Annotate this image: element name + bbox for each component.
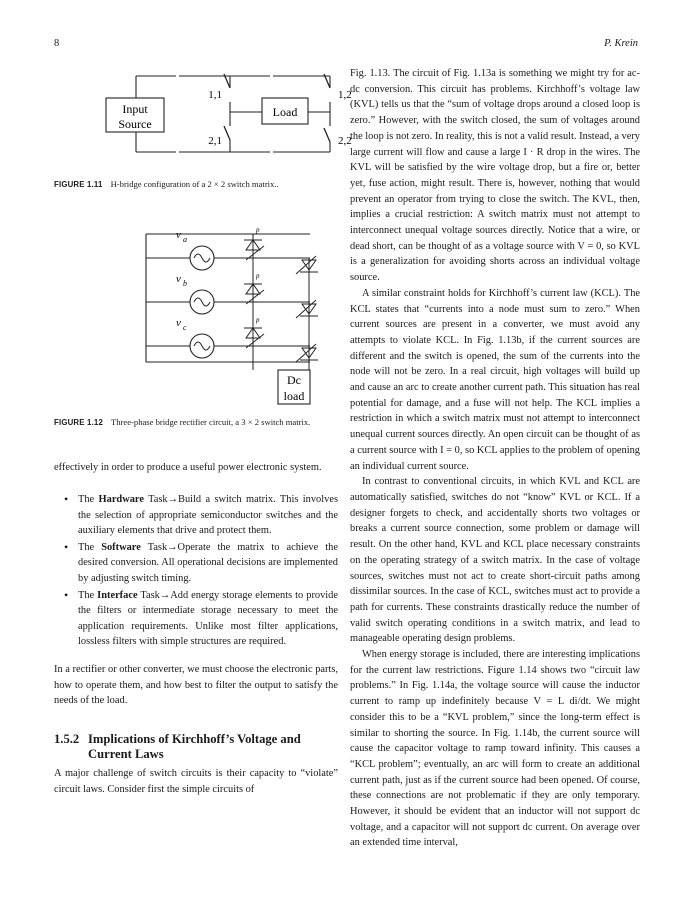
paragraph: A major challenge of switch circuits is their capacity to “violate” circuit laws. Consider first the simple circuits of	[54, 768, 338, 795]
svg-text:a: a	[183, 235, 187, 244]
svg-text:b: b	[183, 279, 187, 288]
bullet-interface: • The Interface Task→Add energy storage elements to provide the filters or intermediate storage necessary to meet the application requirements. Unlike most filter applications, lossless filters with simple structures are required.	[64, 588, 338, 650]
figure-1-11-hbridge-diagram	[94, 62, 354, 162]
page-number: 8	[54, 38, 60, 49]
bullet-hardware: • The Hardware Task→Build a switch matrix. This involves the selection of appropriate semiconductor switches and the auxiliary elements that drive and protect them.	[64, 492, 338, 539]
paragraph: In a rectifier or other converter, we must choose the electronic parts, how to operate them, and how best to filter the output to satisfy the needs of the load.	[54, 664, 338, 707]
svg-text:v: v	[176, 317, 181, 329]
caption-text: H-bridge configuration of a 2 × 2 switch matrix..	[110, 179, 279, 189]
figure-1-12-three-phase-rectifier	[110, 220, 340, 410]
paragraph: effectively in order to produce a useful power electronic system.	[54, 462, 322, 473]
svg-text:p: p	[256, 316, 260, 324]
figure-1-12-caption	[54, 416, 338, 429]
right-column-text	[350, 66, 640, 851]
task-bullet-list	[64, 492, 338, 651]
running-header-author: P. Krein	[604, 38, 638, 49]
paragraph: A similar constraint holds for Kirchhoff’s current law (KCL). The KCL states that “currents into a node must sum to zero.” When current sources are present in a converter, we must avoid any attempts to violate KCL. In Fig. 1.13b, if the current sources are different and the switch is opened, the sum of the currents into the node will not be zero. In a real circuit, high voltages will build up and cause an arc to create another current path. This situation has real potential for damage, and a fuse will not help. The KCL implies a restriction in which a switch matrix must not attempt to interconnect unequal current sources directly. An open circuit can be thought of as a current source with I = 0, so KCL applies to the problem of opening an individual current source.	[350, 287, 640, 472]
paragraph: Fig. 1.13. The circuit of Fig. 1.13a is something we might try for ac-dc conversion. This circuit has problems. Kirchhoff’s voltage law (KVL) tells us that the “sum of voltage drops around a closed loop is zero.” However, with the switch closed, the sum of voltages around the loop is not zero. In reality, this is not a valid result. Instead, a very large current will flow and cause a large I · R drop in the wires. The KVL will be satisfied by the wire voltage drop, but a fire or, better yet, fuse action, might result. There is, however, nothing that would prevent an operator from trying to close the switch. The KVL, then, implies a crucial restriction: A switch matrix must not attempt to interconnect unequal voltage sources directly. Notice that a wire, or dead short, can be thought of as a voltage source with V = 0, so KVL is a generalization for avoiding shorts across an individual voltage source.	[350, 68, 640, 284]
dc-load-label-1: Dc	[287, 373, 301, 387]
section-heading: 1.5.2 Implications of Kirchhoff’s Voltage and Current Laws	[54, 732, 301, 761]
paragraph: When energy storage is included, there are interesting implications for the current law restrictions. Figure 1.14 shows two “circuit law problems.” In Fig. 1.14a, the voltage source will cause the inductor current to ramp up indefinitely because V = L di/dt. We might consider this to be a “KVL problem,” since the long-term effect is similar to shorting the source. In Fig. 1.14b, the current source will cause the capacitor voltage to ramp toward infinity. This causes a “KCL problem”; eventually, an arc will form to create an additional current path, just as if the current source had been opened. Of course, these connections are not problematic if they are only temporary. However, it should be evident that an inductor will not support dc voltage, and a capacitor will not support dc current. On average over an extended time interval,	[350, 649, 640, 849]
switch-label-2-1: 2,1	[208, 135, 222, 147]
load-label: Load	[272, 105, 298, 119]
bullet-software: • The Software Task→Operate the matrix to achieve the desired conversion. All operational decisions are implemented by adjusting switch timing.	[64, 540, 338, 587]
svg-text:p: p	[256, 226, 260, 234]
svg-text:v: v	[176, 273, 181, 285]
svg-text:p: p	[256, 272, 260, 280]
svg-text:v: v	[176, 229, 181, 241]
caption-text: Three-phase bridge rectifier circuit, a 3 × 2 switch matrix.	[111, 417, 311, 427]
paragraph: In contrast to conventional circuits, in which KVL and KCL are automatically satisfied, switches do not “know” KVL or KCL. If a designer forgets to check, and accidentally shorts two voltages or breaks a current source connection, some problem or damage will result. On the other hand, KVL and KCL place necessary constraints on the operating strategy of a switch matrix. In the case of voltage sources, switches must not act to create short-circuit paths among dissimilar sources. In the case of KCL, switches must act to provide a path for currents. These constraints drastically reduce the number of valid switch operating conditions in a switch matrix, and lead to manageable operating design problems.	[350, 476, 640, 645]
input-source-label-1: Input	[122, 102, 148, 116]
switch-label-2-2: 2,2	[338, 135, 352, 147]
svg-text:c: c	[183, 323, 187, 332]
switch-label-1-2: 1,2	[338, 89, 352, 101]
switch-2-1	[224, 126, 230, 140]
input-source-label-2: Source	[118, 117, 152, 131]
figure-label: FIGURE 1.12	[54, 418, 103, 427]
dc-load-label-2: load	[283, 389, 305, 403]
figure-label: FIGURE 1.11	[54, 180, 103, 189]
switch-label-1-1: 1,1	[208, 89, 222, 101]
figure-1-11-caption	[54, 178, 338, 191]
switch-2-2	[324, 128, 330, 142]
